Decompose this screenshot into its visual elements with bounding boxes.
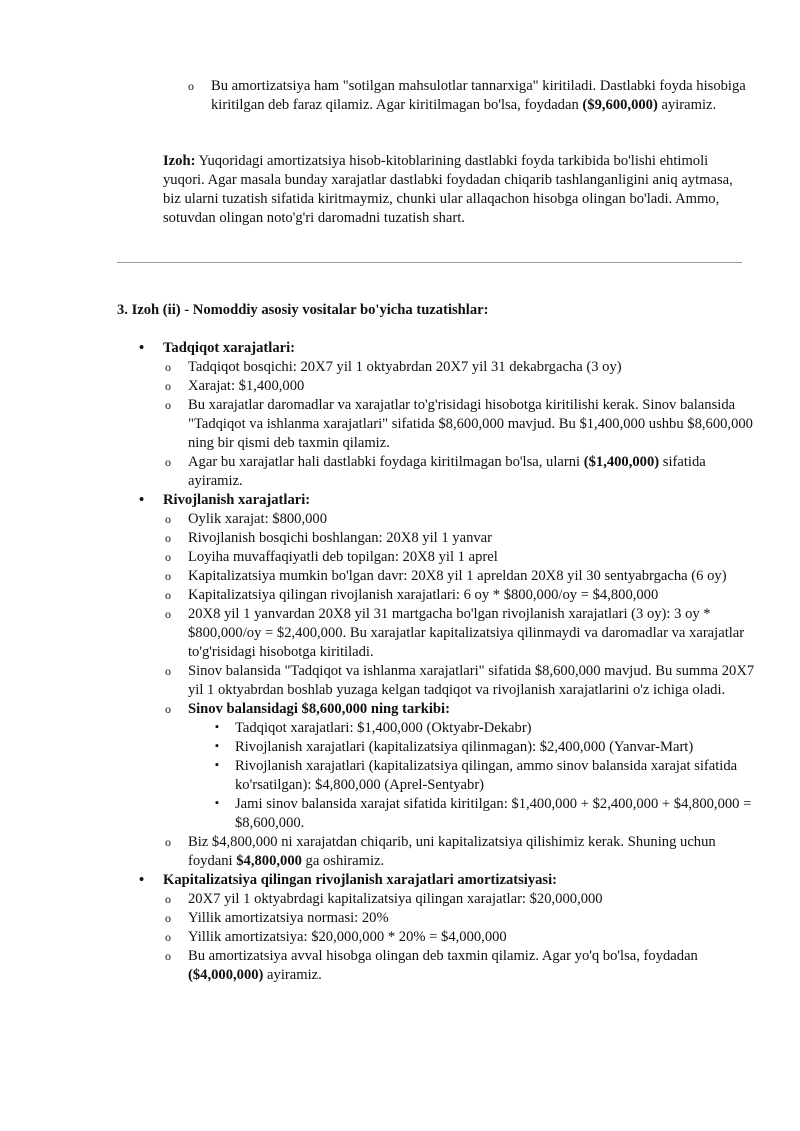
circle-marker: o xyxy=(165,702,171,716)
list-item xyxy=(139,510,759,529)
item-text: Loyiha muvaffaqiyatli deb topilgan: 20X8 yil 1 aprel xyxy=(188,549,498,565)
bullet-marker: • xyxy=(139,340,145,356)
section-heading: 3. Izoh (ii) - Nomoddiy asosiy vositalar bo'yicha tuzatishlar: xyxy=(117,302,489,318)
list-item xyxy=(139,453,759,491)
section-title: Tadqiqot xarajatlari: xyxy=(163,340,296,356)
list-item xyxy=(139,700,759,719)
note-label: Izoh: xyxy=(163,153,196,169)
item-text: Oylik xarajat: $800,000 xyxy=(188,511,328,527)
square-marker: ▪ xyxy=(215,721,219,733)
list-item xyxy=(188,77,748,115)
item-text: Bu amortizatsiya avval hisobga olingan deb taxmin qilamiz. Agar yo'q bo'lsa, foydadan xyxy=(188,948,698,964)
note-paragraph xyxy=(163,152,748,228)
item-text: Jami sinov balansida xarajat sifatida kiritilgan: $1,400,000 + $2,400,000 + $4,800,000 = $8,600,000. xyxy=(235,796,752,831)
list-item xyxy=(139,529,759,548)
circle-marker: o xyxy=(165,455,171,469)
item-text: Rivojlanish xarajatlari (kapitalizatsiya qilingan, ammo sinov balansida xarajat sifatida ko'rsatilgan): $4,800,000 (Aprel-Sentyabr) xyxy=(235,758,738,793)
sub-list-item xyxy=(139,719,759,738)
list-item xyxy=(139,605,759,662)
bullet-marker: • xyxy=(139,872,145,888)
circle-marker: o xyxy=(188,79,194,93)
circle-marker: o xyxy=(165,892,171,906)
list-item xyxy=(139,548,759,567)
circle-marker: o xyxy=(165,360,171,374)
item-text: Sinov balansida "Tadqiqot va ishlanma xarajatlari" sifatida $8,600,000 mavjud. Bu summa 20X7 yil 1 oktyabrdan boshlab yuzaga kelgan tadqiqot va rivojlanish xarajatlarini o'z ichiga oladi. xyxy=(188,663,755,698)
item-text: 20X8 yil 1 yanvardan 20X8 yil 31 martgacha bo'lgan rivojlanish xarajatlari (3 oy): 3 oy * $800,000/oy = $2,400,000. Bu xarajatlar kapitalizatsiya qilinmaydi va daromadlar va xarajatlar to'g'risidagi hisobotga kiritiladi. xyxy=(188,606,745,660)
list-item xyxy=(139,928,759,947)
circle-marker: o xyxy=(165,607,171,621)
circle-marker: o xyxy=(165,531,171,545)
list-item xyxy=(139,909,759,928)
item-text: Bu amortizatsiya ham "sotilgan mahsulotlar tannarxiga" kiritiladi. Dastlabki foyda hisobiga kiritilgan deb faraz qilamiz. Agar kiritilmagan bo'lsa, foydadan xyxy=(211,78,746,113)
item-text: sifatida ayiramiz. xyxy=(188,454,706,489)
circle-marker: o xyxy=(165,512,171,526)
list-item xyxy=(139,567,759,586)
item-text: Tadqiqot bosqichi: 20X7 yil 1 oktyabrdan 20X7 yil 31 dekabrgacha (3 oy) xyxy=(188,359,622,375)
square-marker: ▪ xyxy=(215,797,219,809)
item-text: Yillik amortizatsiya normasi: 20% xyxy=(188,910,389,926)
bold-amount: ($4,000,000) xyxy=(188,967,264,983)
item-text: Rivojlanish xarajatlari (kapitalizatsiya qilinmagan): $2,400,000 (Yanvar-Mart) xyxy=(235,739,694,755)
circle-marker: o xyxy=(165,588,171,602)
section-title: Kapitalizatsiya qilingan rivojlanish xarajatlari amortizatsiyasi: xyxy=(163,872,558,888)
item-text: ayiramiz. xyxy=(263,967,322,983)
list-item xyxy=(139,358,759,377)
list-item xyxy=(139,586,759,605)
item-text: ayiramiz. xyxy=(657,97,717,113)
breakdown-title: Sinov balansidagi $8,600,000 ning tarkibi: xyxy=(188,701,450,717)
circle-marker: o xyxy=(165,835,171,849)
section-title: Rivojlanish xarajatlari: xyxy=(163,492,311,508)
circle-marker: o xyxy=(165,930,171,944)
circle-marker: o xyxy=(165,664,171,678)
bold-amount: $4,800,000 xyxy=(236,853,302,869)
sub-list-item xyxy=(139,757,759,795)
item-text: Xarajat: $1,400,000 xyxy=(188,378,305,394)
item-text: Kapitalizatsiya mumkin bo'lgan davr: 20X8 yil 1 apreldan 20X8 yil 30 sentyabrgacha (6 oy) xyxy=(188,568,727,584)
circle-marker: o xyxy=(165,398,171,412)
item-text: Biz $4,800,000 ni xarajatdan chiqarib, uni kapitalizatsiya qilishimiz kerak. Shuning uchun foydani xyxy=(188,834,716,869)
item-text: ga oshiramiz. xyxy=(301,853,385,869)
item-text: Tadqiqot xarajatlari: $1,400,000 (Oktyabr-Dekabr) xyxy=(235,720,532,736)
item-text: Bu xarajatlar daromadlar va xarajatlar to'g'risidagi hisobotga kiritilishi kerak. Sinov balansida "Tadqiqot va ishlanma xarajatlari" sifatida $8,600,000 mavjud. Bu $1,400,000 ushbu $8,600,000 ning bir qismi deb taxmin qilamiz. xyxy=(188,397,753,451)
sub-list-item xyxy=(139,738,759,757)
item-text: 20X7 yil 1 oktyabrdagi kapitalizatsiya qilingan xarajatlar: $20,000,000 xyxy=(188,891,603,907)
list-item xyxy=(139,947,759,985)
sub-list-item xyxy=(139,795,759,833)
item-text: Yillik amortizatsiya: $20,000,000 * 20% = $4,000,000 xyxy=(188,929,507,945)
item-text: Rivojlanish bosqichi boshlangan: 20X8 yil 1 yanvar xyxy=(188,530,493,546)
list-item xyxy=(139,662,759,700)
circle-marker: o xyxy=(165,550,171,564)
circle-marker: o xyxy=(165,379,171,393)
list-section-research xyxy=(139,339,759,358)
horizontal-divider xyxy=(117,262,742,263)
note-text: Yuqoridagi amortizatsiya hisob-kitoblarining dastlabki foyda tarkibida bo'lishi ehtimoli yuqori. Agar masala bunday xarajatlar dastlabki foydadan chiqarib tashlanganligini aniq aytmasa, biz ularni tuzatish sifatida kiritmaymiz, chunki ular allaqachon hisobga olingan bo'ladi. Ammo, sotuvdan olingan noto'g'ri daromadni tuzatish shart. xyxy=(163,153,733,226)
list-section-development xyxy=(139,491,759,510)
list-item xyxy=(139,890,759,909)
list-item xyxy=(139,377,759,396)
bold-amount: ($9,600,000) xyxy=(582,97,658,113)
circle-marker: o xyxy=(165,949,171,963)
circle-marker: o xyxy=(165,569,171,583)
item-text: Agar bu xarajatlar hali dastlabki foydaga kiritilmagan bo'lsa, ularni xyxy=(188,454,584,470)
square-marker: ▪ xyxy=(215,759,219,771)
bold-amount: ($1,400,000) xyxy=(583,454,660,470)
item-text: Kapitalizatsiya qilingan rivojlanish xarajatlari: 6 oy * $800,000/oy = $4,800,000 xyxy=(188,587,659,603)
bullet-marker: • xyxy=(139,492,145,508)
circle-marker: o xyxy=(165,911,171,925)
top-list xyxy=(188,77,748,115)
list-item xyxy=(139,396,759,453)
list-item xyxy=(139,833,759,871)
square-marker: ▪ xyxy=(215,740,219,752)
list-section-amortization xyxy=(139,871,759,890)
main-list xyxy=(139,339,759,985)
